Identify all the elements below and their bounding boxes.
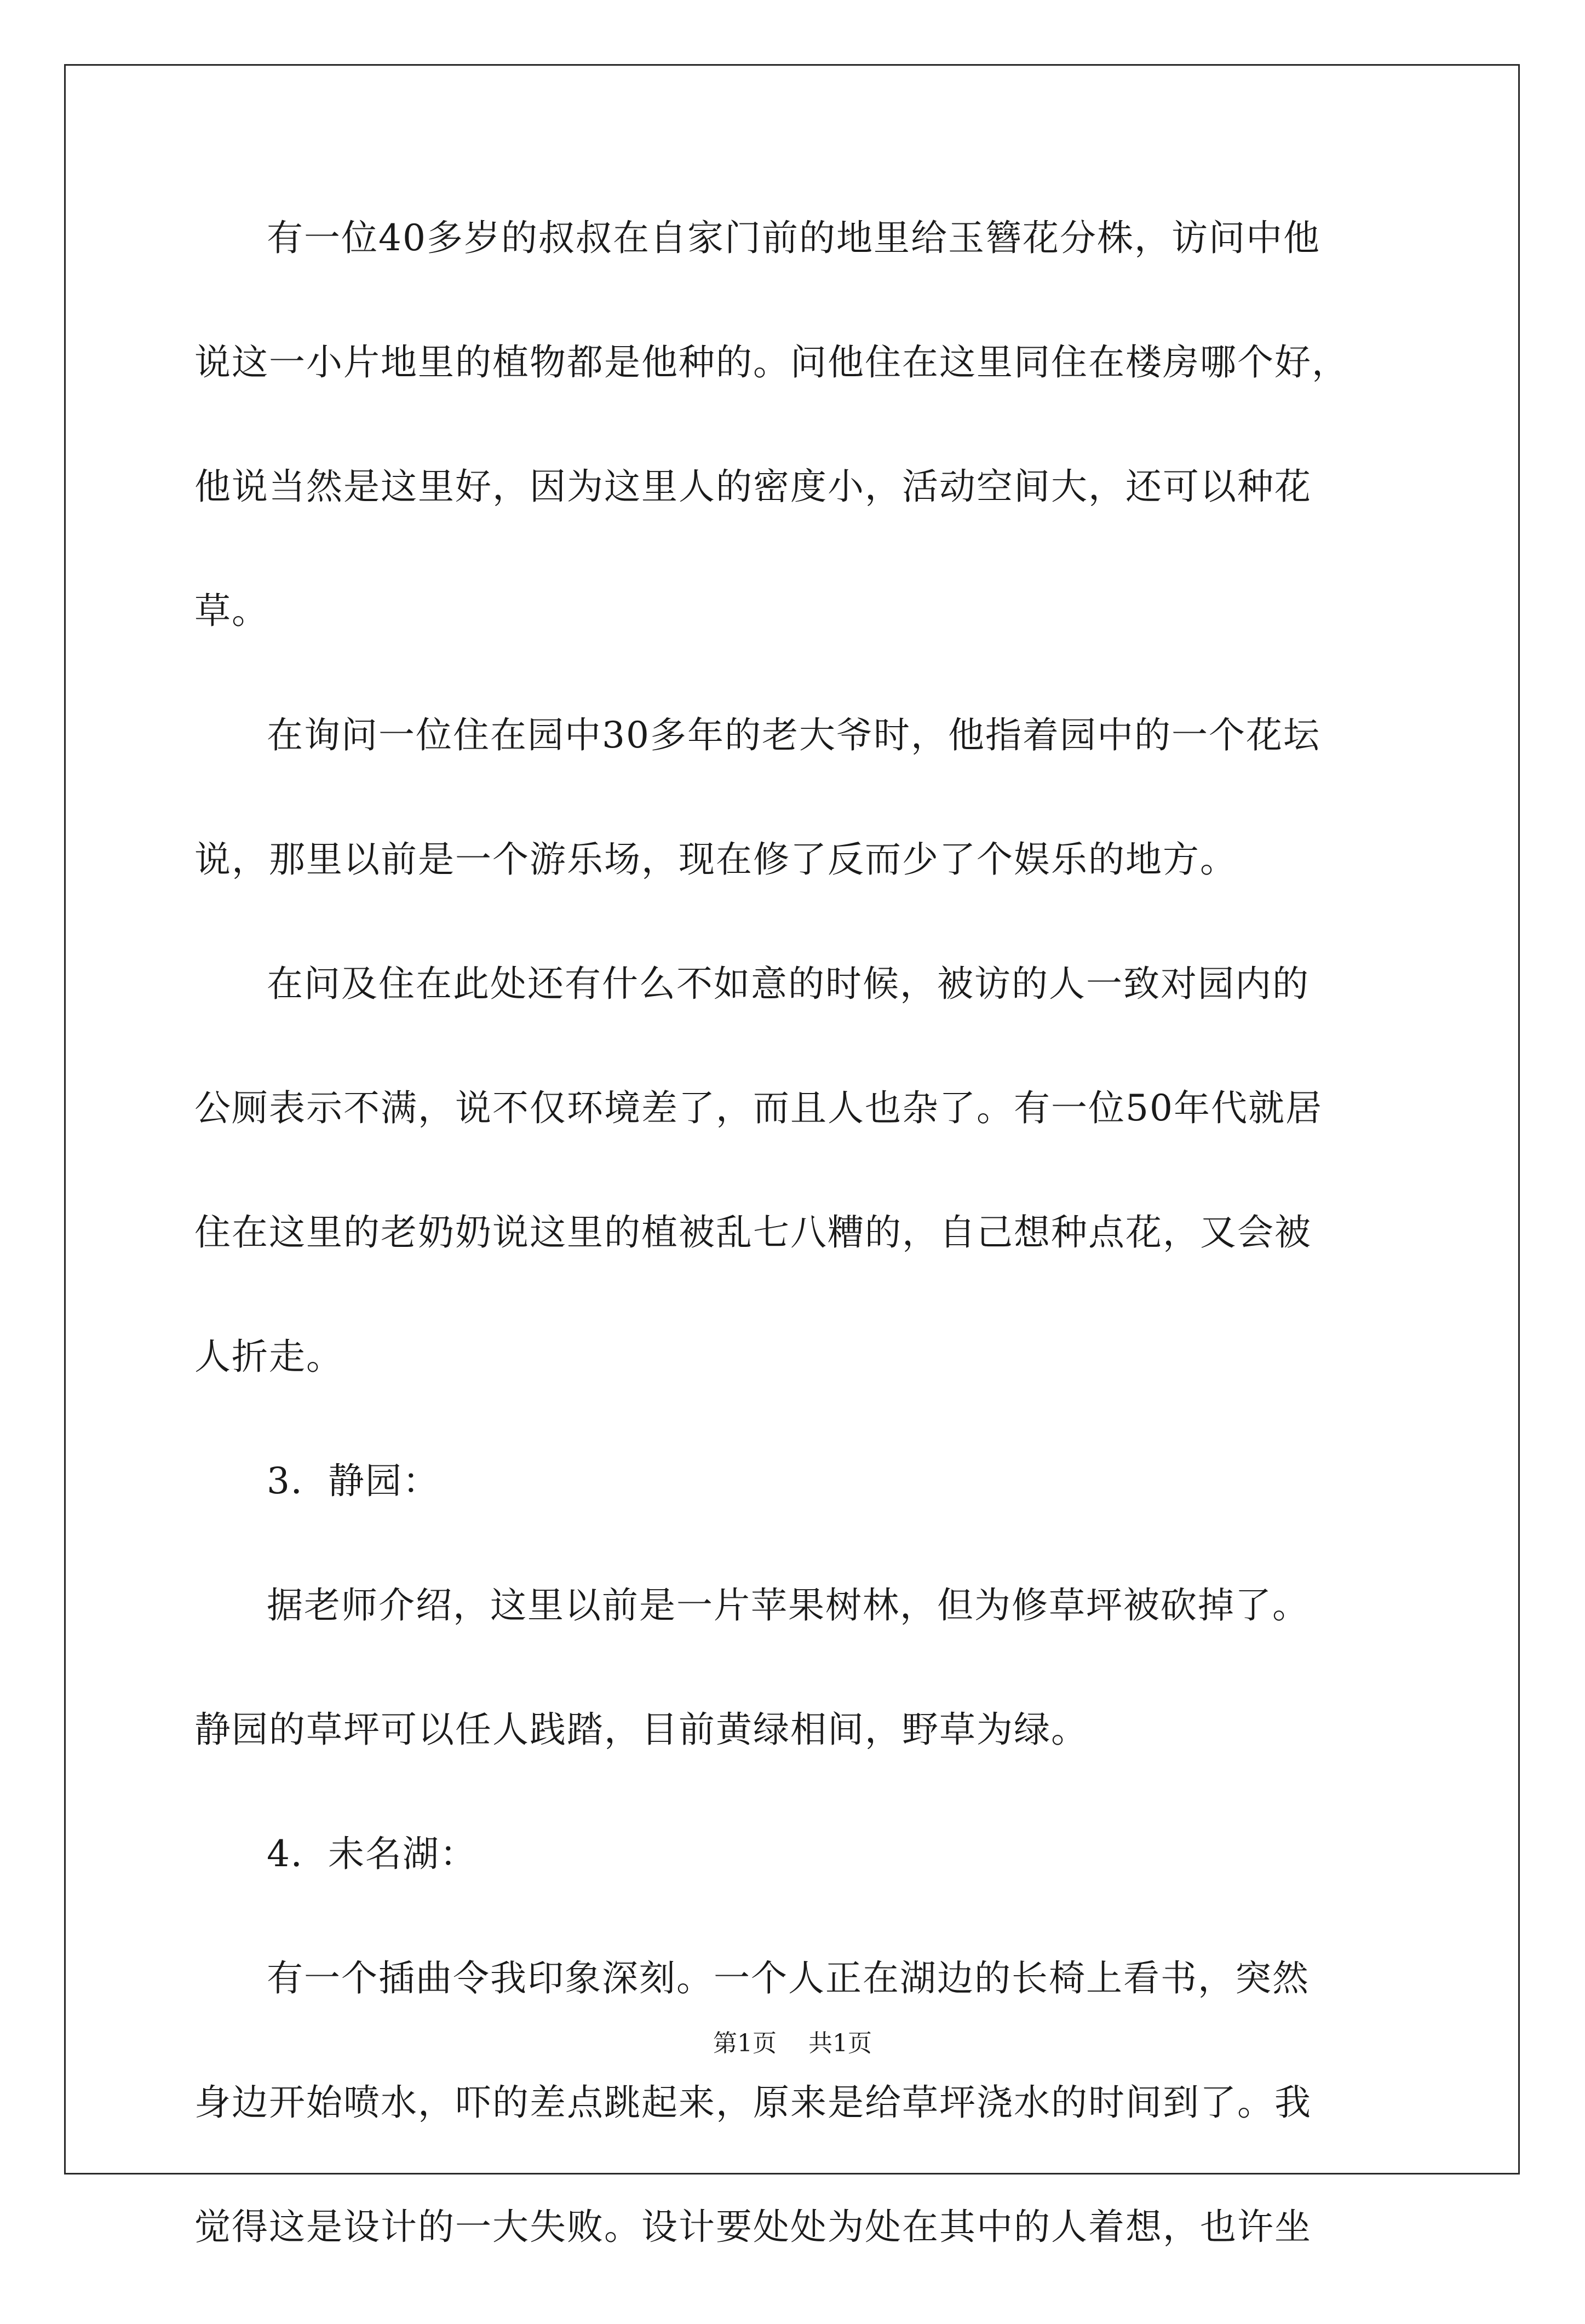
page-footer [0,2027,1585,2060]
page-total: 共1页 [808,2029,872,2057]
text-line: 有一位40多岁的叔叔在自家门前的地里给玉簪花分株，访问中他 [267,217,1320,259]
text-line: 3．静园： [267,1460,440,1502]
document-body [194,211,1399,2324]
text-line: 他说当然是这里好，因为这里人的密度小，活动空间大，还可以种花 [194,465,1312,508]
text-line: 草。 [194,590,269,632]
text-line: 住在这里的老奶奶说这里的植被乱七八糟的，自己想种点花，又会被 [194,1211,1312,1253]
text-line: 在询问一位住在园中30多年的老大爷时，他指着园中的一个花坛 [267,714,1320,756]
text-line: 觉得这是设计的一大失败。设计要处处为处在其中的人着想，也许坐 [194,2206,1312,2248]
page-number: 第1页 [713,2029,777,2057]
text-line: 公厕表示不满，说不仅环境差了，而且人也杂了。有一位50年代就居 [194,1087,1323,1129]
text-line: 身边开始喷水，吓的差点跳起来，原来是给草坪浇水的时间到了。我 [194,2081,1312,2124]
text-line: 静园的草坪可以任人践踏，目前黄绿相间，野草为绿。 [194,1709,1088,1751]
text-line: 在问及住在此处还有什么不如意的时候，被访的人一致对园内的 [267,963,1310,1005]
text-line: 说这一小片地里的植物都是他种的。问他住在这里同住在楼房哪个好， [194,341,1349,383]
text-line: 据老师介绍，这里以前是一片苹果树林，但为修草坪被砍掉了。 [267,1584,1310,1626]
text-line: 说，那里以前是一个游乐场，现在修了反而少了个娱乐的地方。 [194,838,1237,881]
text-line: 4．未名湖： [267,1833,477,1875]
text-line: 有一个插曲令我印象深刻。一个人正在湖边的长椅上看书，突然 [267,1957,1310,1999]
text-line: 人折走。 [194,1336,343,1378]
